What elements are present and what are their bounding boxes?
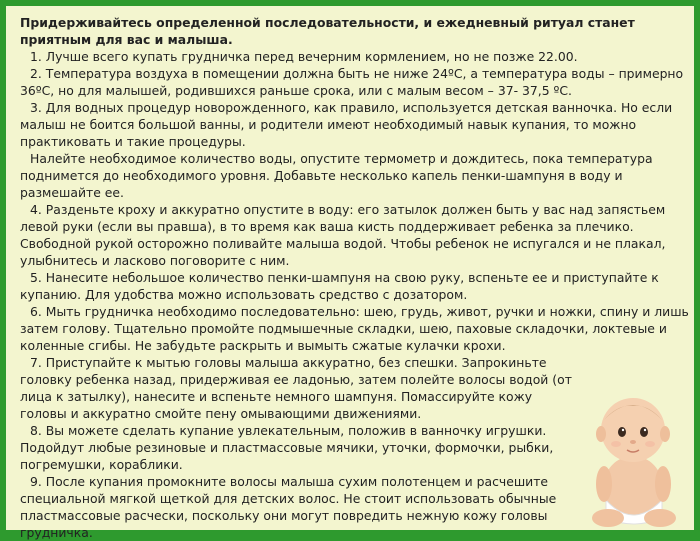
paragraph-3-continued: Налейте необходимое количество воды, опустите термометр и дождитесь, пока температура поднимется до необходимого уровня. Добавьте несколько капель пенки-шампуня в воду и размешайте ее. <box>20 151 653 200</box>
paragraph-1: 1. Лучше всего купать грудничка перед вечерним кормлением, но не позже 22.00. <box>30 49 578 64</box>
baby-illustration <box>578 380 688 530</box>
paragraph-7: 7. Приступайте к мытью головы малыша аккуратно, без спешки. Запрокиньте головку ребенка назад, придерживая ее ладонью, затем полейте волосы водой (от лица к затылку), нанесите и вспеньте немного шампуня. Помассируйте кожу головы и аккуратно смойте пену омывающими движениями. <box>20 355 572 421</box>
paragraph-3: 3. Для водных процедур новорожденного, как правило, используется детская ванночка. Но если малыш не боится большой ванны, и родители имеют необходимый навык купания, то можно практиковать и такие процедуры. <box>20 100 673 149</box>
paragraph-4: 4. Разденьте кроху и аккуратно опустите в воду: его затылок должен быть у вас над запястьем левой руки (если вы правша), в то время как ваша кисть поддерживает ребенка за плечико. Свободной рукой осторожно поливайте малыша водой. Чтобы ребенок не испугался и не плакал, улыбнитесь и ласково поговорите с ним. <box>20 202 666 268</box>
article-card <box>6 6 694 540</box>
article-heading: Придерживайтесь определенной последовательности, и ежедневный ритуал станет приятным для вас и малыша. <box>20 15 635 47</box>
paragraph-8: 8. Вы можете сделать купание увлекательным, положив в ванночку игрушки. Подойдут любые резиновые и пластмассовые мячики, уточки, формочки, рыбки, погремушки, кораблики. <box>20 423 554 472</box>
paragraph-6: 6. Мыть грудничка необходимо последовательно: шею, грудь, живот, ручки и ножки, спину и лишь затем голову. Тщательно промойте подмышечные складки, шею, паховые складочки, локтевые и коленные сгибы. Не забудьте раскрыть и вымыть сжатые кулачки крохи. <box>20 304 689 353</box>
paragraph-5: 5. Нанесите небольшое количество пенки-шампуня на свою руку, вспеньте ее и приступайте к купанию. Для удобства можно использовать средство с дозатором. <box>20 270 659 302</box>
paragraph-2: 2. Температура воздуха в помещении должна быть не ниже 24ºС, а температура воды – примерно 36ºС, но для малышей, родившихся раньше срока, или с малым весом – 37- 37,5 ºС. <box>20 66 684 98</box>
paragraph-9: 9. После купания промокните волосы малыша сухим полотенцем и расчешите специальной мягкой щеткой для детских волос. Не стоит использовать обычные пластмассовые расчески, поскольку они могут повредить нежную кожу головы грудничка. <box>20 474 557 540</box>
